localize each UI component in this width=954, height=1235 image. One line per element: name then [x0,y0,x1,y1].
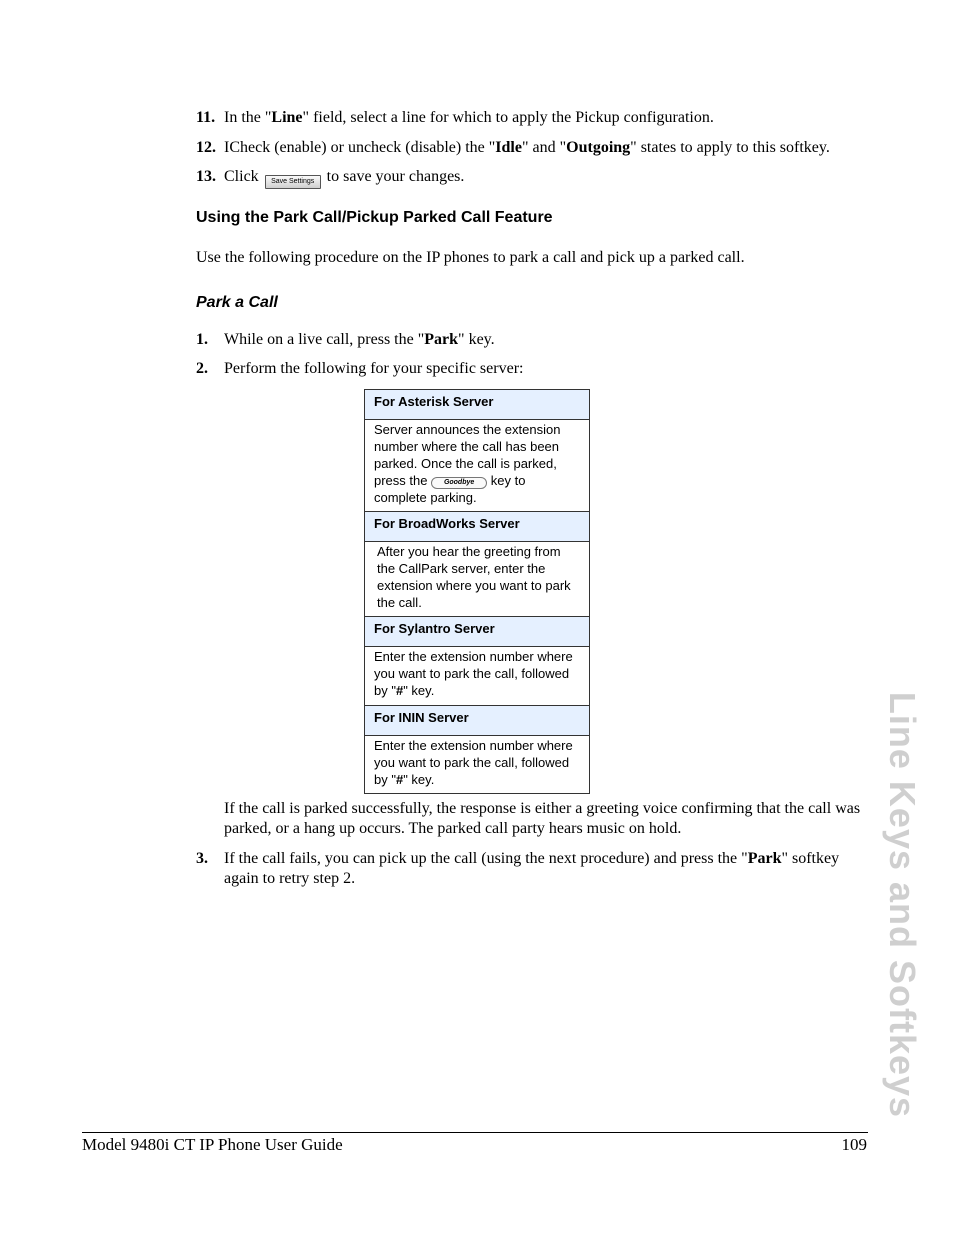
server-header-asterisk: For Asterisk Server [365,390,590,420]
footer-title: Model 9480i CT IP Phone User Guide [82,1135,343,1154]
step-text: While on a live call, press the "Park" key. [224,331,495,348]
server-table [364,389,590,794]
after-table-paragraph: If the call is parked successfully, the response is either a greeting voice confirming that the call was parked, or a hang up occurs. The parked call party hears music on hold. [224,800,861,837]
section-heading: Using the Park Call/Pickup Parked Call Feature [196,209,553,226]
server-header-inin: For ININ Server [365,706,590,736]
step-number: 11. [196,109,216,126]
step-text: If the call fails, you can pick up the call (using the next procedure) and press the "Park" softkey again to retry step 2. [224,850,840,887]
page-number: 109 [841,1135,867,1154]
step-text: Click Save Settings to save your changes. [224,167,464,189]
server-header-sylantro: For Sylantro Server [365,617,590,647]
step-text: In the "Line" field, select a line for which to apply the Pickup configuration. [224,109,714,126]
chapter-side-title: Line Keys and Softkeys [882,691,923,1119]
step-number: 3. [196,850,208,867]
save-settings-button-image: Save Settings [265,175,321,189]
step-text: Perform the following for your specific server: [224,360,524,377]
chapter-side-tab [876,691,928,1119]
server-header-broadworks: For BroadWorks Server [365,512,590,542]
step-number: 12. [196,139,216,156]
step-number: 2. [196,360,208,377]
server-body-asterisk: Server announces the extension number where the call has been parked. Once the call is parked, press the Goodbye key to complete parking. [365,420,590,512]
step-text: ICheck (enable) or uncheck (disable) the "Idle" and "Outgoing" states to apply to this softkey. [224,139,830,156]
subheading: Park a Call [196,294,278,311]
goodbye-key-icon: Goodbye [431,477,487,489]
server-body-inin: Enter the extension number where you want to park the call, followed by "#" key. [365,736,590,794]
step-number: 1. [196,331,208,348]
server-body-sylantro: Enter the extension number where you want to park the call, followed by "#" key. [365,647,590,706]
footer-divider [82,1132,868,1133]
step-number: 13. [196,168,216,185]
intro-paragraph: Use the following procedure on the IP phones to park a call and pick up a parked call. [196,249,745,266]
server-body-broadworks: After you hear the greeting from the CallPark server, enter the extension where you want to park the call. [365,542,590,617]
